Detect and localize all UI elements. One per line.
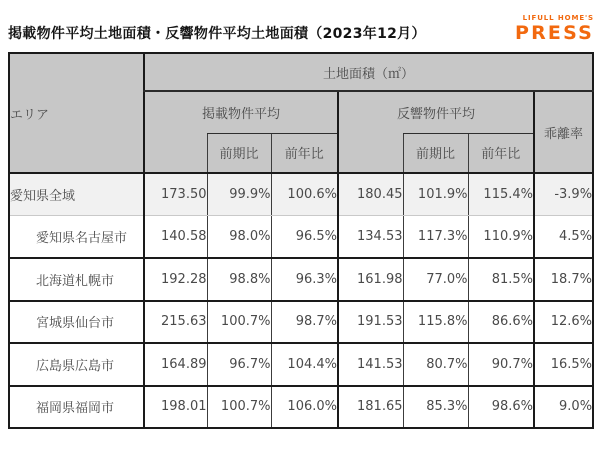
listed-prev-period-cell: 98.8% — [207, 258, 271, 301]
response-prev-year-header: 前年比 — [468, 133, 534, 173]
response-avg-cell: 161.98 — [338, 258, 403, 301]
response-prev-period-cell: 85.3% — [403, 386, 468, 429]
response-average-header: 反響物件平均 — [338, 91, 534, 133]
listed-avg-cell: 198.01 — [144, 386, 207, 429]
listed-prev-year-header: 前年比 — [271, 133, 338, 173]
listed-prev-period-cell: 100.7% — [207, 301, 271, 344]
table-row-hiroshima — [9, 343, 593, 386]
area-cell: 愛知県全域 — [9, 173, 144, 216]
area-cell: 広島県広島市 — [9, 343, 144, 386]
deviation-rate-cell: 9.0% — [534, 386, 593, 429]
empty-header-cell — [338, 133, 403, 173]
logo-press-text: PRESS — [514, 22, 594, 44]
deviation-rate-cell: -3.9% — [534, 173, 593, 216]
response-avg-cell: 141.53 — [338, 343, 403, 386]
response-prev-year-cell: 90.7% — [468, 343, 534, 386]
land-area-table — [8, 52, 594, 429]
deviation-rate-cell: 4.5% — [534, 216, 593, 259]
response-prev-period-cell: 77.0% — [403, 258, 468, 301]
deviation-rate-cell: 12.6% — [534, 301, 593, 344]
listed-prev-year-cell: 98.7% — [271, 301, 338, 344]
listed-prev-year-cell: 96.3% — [271, 258, 338, 301]
listed-prev-period-cell: 96.7% — [207, 343, 271, 386]
area-cell: 愛知県名古屋市 — [9, 216, 144, 259]
table-row-nagoya — [9, 216, 593, 259]
response-avg-cell: 181.65 — [338, 386, 403, 429]
deviation-rate-header: 乖離率 — [534, 91, 593, 173]
response-prev-year-cell: 110.9% — [468, 216, 534, 259]
table-row-sendai — [9, 301, 593, 344]
response-prev-period-header: 前期比 — [403, 133, 468, 173]
deviation-rate-cell: 18.7% — [534, 258, 593, 301]
response-prev-period-cell: 115.8% — [403, 301, 468, 344]
response-prev-year-cell: 115.4% — [468, 173, 534, 216]
response-prev-year-cell: 86.6% — [468, 301, 534, 344]
listed-avg-cell: 215.63 — [144, 301, 207, 344]
land-area-header: 土地面積（㎡） — [144, 53, 593, 91]
table-row-fukuoka — [9, 386, 593, 429]
page-title: 掲載物件平均土地面積・反響物件平均土地面積（2023年12月） — [8, 26, 426, 42]
listed-prev-period-header: 前期比 — [207, 133, 271, 173]
table-row-aichi-total — [9, 173, 593, 216]
response-prev-period-cell: 80.7% — [403, 343, 468, 386]
area-column-header: エリア — [9, 53, 144, 173]
listed-prev-period-cell: 98.0% — [207, 216, 271, 259]
listed-prev-year-cell: 106.0% — [271, 386, 338, 429]
lifull-homes-press-logo — [515, 15, 594, 43]
table-row-sapporo — [9, 258, 593, 301]
response-prev-year-cell: 81.5% — [468, 258, 534, 301]
listed-avg-cell: 164.89 — [144, 343, 207, 386]
response-avg-cell: 180.45 — [338, 173, 403, 216]
response-prev-period-cell: 101.9% — [403, 173, 468, 216]
response-avg-cell: 191.53 — [338, 301, 403, 344]
area-cell: 宮城県仙台市 — [9, 301, 144, 344]
listed-prev-year-cell: 100.6% — [271, 173, 338, 216]
listed-prev-year-cell: 104.4% — [271, 343, 338, 386]
listed-prev-year-cell: 96.5% — [271, 216, 338, 259]
listed-prev-period-cell: 99.9% — [207, 173, 271, 216]
listed-prev-period-cell: 100.7% — [207, 386, 271, 429]
response-prev-year-cell: 98.6% — [468, 386, 534, 429]
response-avg-cell: 134.53 — [338, 216, 403, 259]
response-prev-period-cell: 117.3% — [403, 216, 468, 259]
listed-avg-cell: 140.58 — [144, 216, 207, 259]
header-row-1 — [9, 53, 593, 91]
logo-lifull-homes-text: LIFULL HOME'S — [522, 14, 594, 22]
listed-average-header: 掲載物件平均 — [144, 91, 338, 133]
deviation-rate-cell: 16.5% — [534, 343, 593, 386]
empty-header-cell — [144, 133, 207, 173]
area-cell: 福岡県福岡市 — [36, 401, 115, 417]
area-cell: 北海道札幌市 — [9, 258, 144, 301]
listed-avg-cell: 173.50 — [144, 173, 207, 216]
listed-avg-cell: 192.28 — [144, 258, 207, 301]
